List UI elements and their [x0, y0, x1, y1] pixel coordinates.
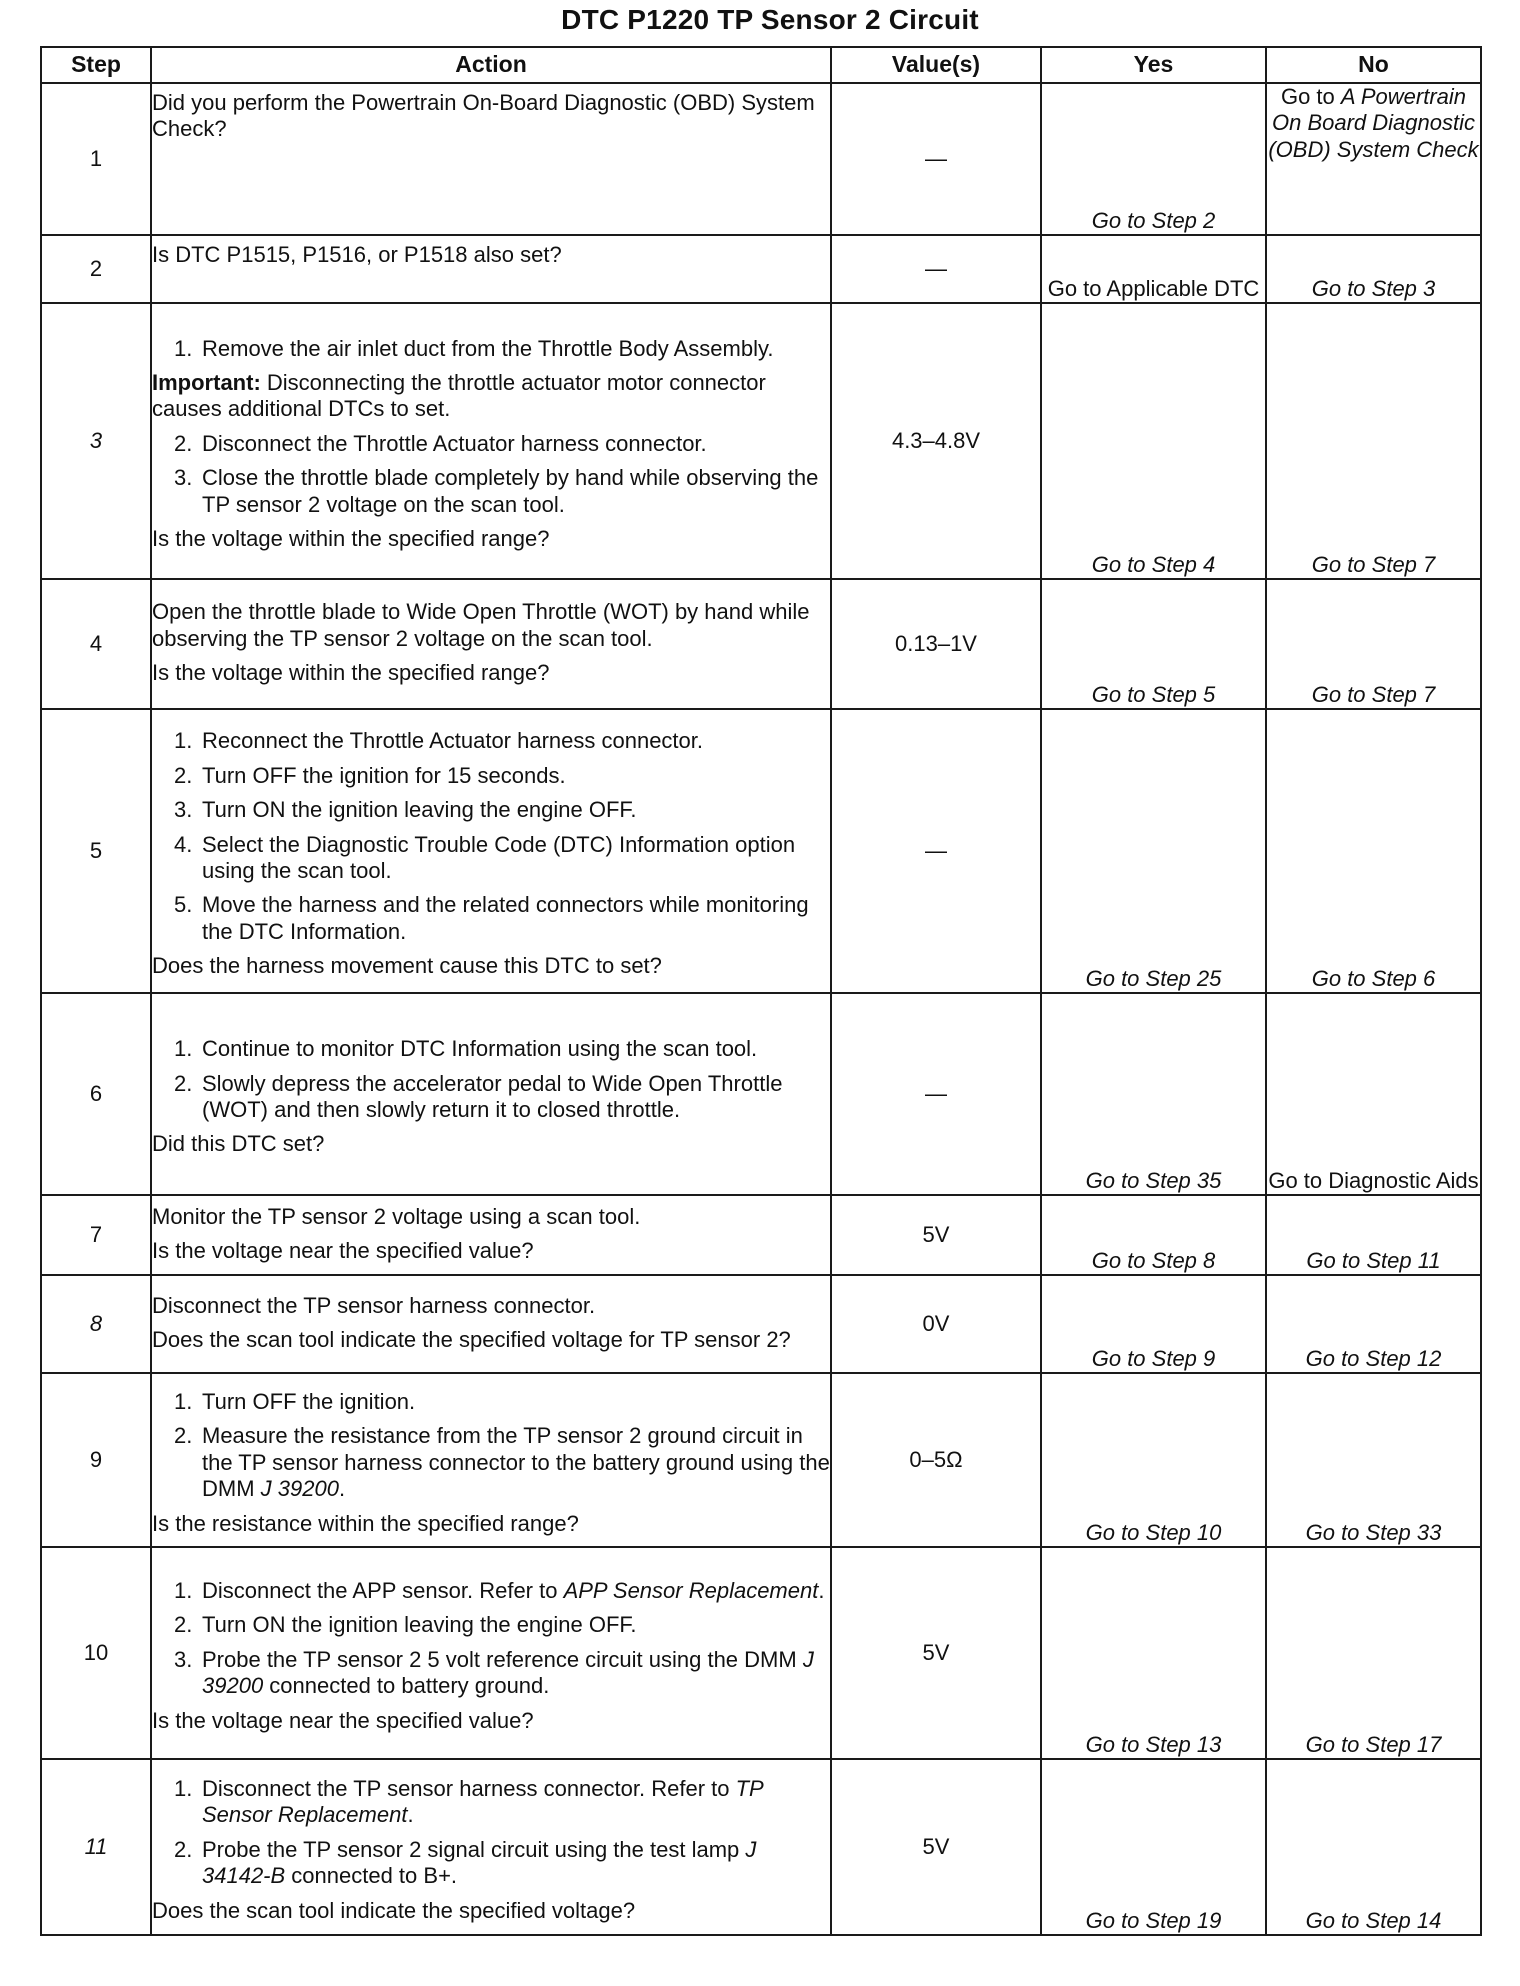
- table-row: [41, 993, 1481, 1195]
- table-row: [41, 709, 1481, 993]
- list-item: 3. Turn ON the ignition leaving the engine OFF.: [174, 797, 637, 823]
- table-row: [41, 1275, 1481, 1373]
- action-question: Is the resistance within the specified range?: [152, 1510, 579, 1536]
- header-action: Action: [151, 47, 831, 83]
- list-item: 4. Select the Diagnostic Trouble Code (DTC) Information option using the scan tool.: [174, 831, 796, 883]
- no-link[interactable]: A Powertrain On Board Diagnostic (OBD) System Check: [1268, 84, 1479, 162]
- yes-cell: [1041, 993, 1266, 1195]
- value-cell: 4.3–4.8V: [831, 303, 1041, 579]
- step-number: 5: [41, 709, 151, 993]
- yes-link[interactable]: Go to Applicable DTC: [1047, 275, 1260, 301]
- tool-reference: J 34142-B: [202, 1836, 757, 1889]
- no-cell: [1266, 709, 1481, 993]
- action-cell: [151, 1195, 831, 1275]
- list-item: 2. Probe the TP sensor 2 signal circuit using the test lamp J 34142-B connected to B+.: [174, 1836, 757, 1889]
- yes-link[interactable]: Go to Step 9: [1091, 1345, 1216, 1371]
- yes-link[interactable]: Go to Step 19: [1085, 1907, 1222, 1933]
- list-item: 2. Slowly depress the accelerator pedal to Wide Open Throttle (WOT) and then slowly return it to closed throttle.: [174, 1070, 783, 1122]
- yes-link[interactable]: Go to Step 4: [1091, 551, 1216, 577]
- value-cell: 5V: [831, 1547, 1041, 1759]
- action-cell: [151, 993, 831, 1195]
- value-cell: 5V: [831, 1759, 1041, 1935]
- no-cell: [1266, 303, 1481, 579]
- action-cell: [151, 303, 831, 579]
- no-link[interactable]: Go to Step 12: [1305, 1345, 1442, 1371]
- list-item: 1. Reconnect the Throttle Actuator harness connector.: [174, 728, 704, 754]
- table-row: [41, 579, 1481, 709]
- no-cell: [1266, 579, 1481, 709]
- diagnostic-table: [40, 46, 1482, 1936]
- no-cell: [1266, 1547, 1481, 1759]
- table-row: [41, 1759, 1481, 1935]
- no-link-prefix: Go to: [1280, 84, 1335, 109]
- step-number: 9: [41, 1373, 151, 1547]
- yes-link[interactable]: Go to Step 2: [1091, 207, 1216, 233]
- no-link[interactable]: Go to Diagnostic Aids: [1268, 1167, 1479, 1193]
- action-question: Does the scan tool indicate the specified voltage for TP sensor 2?: [152, 1327, 791, 1352]
- step-number: 11: [41, 1759, 151, 1935]
- action-cell: [151, 83, 831, 235]
- list-item: 1. Continue to monitor DTC Information using the scan tool.: [174, 1036, 758, 1062]
- step-number: 10: [41, 1547, 151, 1759]
- header-values: Value(s): [831, 47, 1041, 83]
- action-text: Monitor the TP sensor 2 voltage using a scan tool.: [152, 1203, 641, 1229]
- table-row: [41, 1547, 1481, 1759]
- list-item: 1. Turn OFF the ignition.: [174, 1389, 416, 1415]
- yes-cell: [1041, 1547, 1266, 1759]
- tool-reference: J 39200: [260, 1476, 339, 1502]
- no-link[interactable]: Go to Step 14: [1305, 1907, 1442, 1933]
- list-item: 1. Disconnect the APP sensor. Refer to APP Sensor Replacement.: [174, 1578, 825, 1604]
- action-cell: [151, 1759, 831, 1935]
- step-number: 7: [41, 1195, 151, 1275]
- value-cell: —: [831, 709, 1041, 993]
- step-number: 8: [41, 1275, 151, 1373]
- yes-cell: [1041, 83, 1266, 235]
- step-number: 4: [41, 579, 151, 709]
- no-cell: [1266, 83, 1481, 235]
- yes-link[interactable]: Go to Step 13: [1085, 1731, 1222, 1757]
- yes-cell: [1041, 579, 1266, 709]
- yes-link[interactable]: Go to Step 10: [1085, 1519, 1222, 1545]
- yes-link[interactable]: Go to Step 5: [1091, 681, 1216, 707]
- value-cell: 0V: [831, 1275, 1041, 1373]
- no-cell: [1266, 1195, 1481, 1275]
- table-row: [41, 303, 1481, 579]
- step-number: 3: [41, 303, 151, 579]
- yes-cell: [1041, 709, 1266, 993]
- yes-link[interactable]: Go to Step 25: [1085, 965, 1222, 991]
- yes-cell: [1041, 1759, 1266, 1935]
- no-cell: [1266, 235, 1481, 303]
- list-item: 2. Measure the resistance from the TP sensor 2 ground circuit in the TP sensor harness connector to the battery ground using the DMM J 39200.: [174, 1423, 830, 1502]
- action-question: Is the voltage near the specified value?: [152, 1238, 534, 1263]
- action-text: Disconnect the TP sensor harness connector.: [152, 1292, 596, 1318]
- list-item: 1. Disconnect the TP sensor harness connector. Refer to TP Sensor Replacement.: [174, 1776, 763, 1828]
- yes-link[interactable]: Go to Step 8: [1091, 1247, 1216, 1273]
- step-number: 1: [41, 83, 151, 235]
- action-cell: [151, 709, 831, 993]
- yes-cell: [1041, 1275, 1266, 1373]
- list-item: 2. Disconnect the Throttle Actuator harness connector.: [174, 430, 707, 456]
- list-item: 3. Probe the TP sensor 2 5 volt reference circuit using the DMM J 39200 connected to battery ground.: [174, 1646, 814, 1699]
- list-item: 2. Turn OFF the ignition for 15 seconds.: [174, 762, 566, 788]
- action-cell: [151, 1275, 831, 1373]
- action-text: Is DTC P1515, P1516, or P1518 also set?: [152, 242, 562, 267]
- value-cell: 0–5Ω: [831, 1373, 1041, 1547]
- no-link[interactable]: Go to Step 11: [1306, 1247, 1441, 1273]
- no-link[interactable]: Go to Step 33: [1305, 1519, 1442, 1545]
- no-cell: [1266, 1759, 1481, 1935]
- no-cell: [1266, 1275, 1481, 1373]
- yes-link[interactable]: Go to Step 35: [1085, 1167, 1222, 1193]
- no-link[interactable]: Go to Step 7: [1311, 551, 1436, 577]
- header-yes: Yes: [1041, 47, 1266, 83]
- action-cell: [151, 579, 831, 709]
- value-cell: 0.13–1V: [831, 579, 1041, 709]
- action-question: Did this DTC set?: [152, 1131, 325, 1157]
- list-item: 2. Turn ON the ignition leaving the engine OFF.: [174, 1612, 637, 1638]
- header-step: Step: [41, 47, 151, 83]
- tool-reference: J 39200: [202, 1646, 814, 1699]
- value-cell: —: [831, 235, 1041, 303]
- action-question: Is the voltage within the specified range?: [152, 660, 550, 686]
- action-question: Does the scan tool indicate the specified voltage?: [152, 1897, 636, 1923]
- yes-cell: [1041, 303, 1266, 579]
- action-question: Does the harness movement cause this DTC to set?: [152, 953, 662, 979]
- header-no: No: [1266, 47, 1481, 83]
- important-note: Important: Disconnecting the throttle actuator motor connector causes additional DTCs to set.: [152, 370, 766, 422]
- step-number: 2: [41, 235, 151, 303]
- action-cell: [151, 1547, 831, 1759]
- step-number: 6: [41, 993, 151, 1195]
- no-link[interactable]: Go to Step 17: [1305, 1731, 1442, 1757]
- value-cell: —: [831, 993, 1041, 1195]
- yes-cell: [1041, 1195, 1266, 1275]
- value-cell: 5V: [831, 1195, 1041, 1275]
- action-cell: [151, 235, 831, 303]
- list-item: 1. Remove the air inlet duct from the Throttle Body Assembly.: [174, 335, 774, 361]
- action-text: Did you perform the Powertrain On-Board Diagnostic (OBD) System Check?: [152, 90, 815, 142]
- no-cell: [1266, 993, 1481, 1195]
- table-row: [41, 1195, 1481, 1275]
- no-link[interactable]: Go to Step 3: [1311, 275, 1436, 301]
- procedure-reference[interactable]: TP Sensor Replacement: [202, 1776, 763, 1828]
- action-cell: [151, 1373, 831, 1547]
- no-link[interactable]: Go to Step 7: [1311, 681, 1436, 707]
- table-row: [41, 235, 1481, 303]
- page-title: DTC P1220 TP Sensor 2 Circuit: [561, 4, 979, 35]
- table-row: [41, 1373, 1481, 1547]
- table-row: [41, 83, 1481, 235]
- action-question: Is the voltage near the specified value?: [152, 1707, 534, 1733]
- action-text: Open the throttle blade to Wide Open Throttle (WOT) by hand while observing the TP sensor 2 voltage on the scan tool.: [152, 599, 810, 651]
- no-cell: [1266, 1373, 1481, 1547]
- yes-cell: [1041, 235, 1266, 303]
- action-question: Is the voltage within the specified range?: [152, 525, 550, 551]
- yes-cell: [1041, 1373, 1266, 1547]
- table-header-row: [41, 47, 1481, 83]
- value-cell: —: [831, 83, 1041, 235]
- procedure-reference[interactable]: APP Sensor Replacement: [563, 1578, 819, 1604]
- no-link[interactable]: Go to Step 6: [1311, 965, 1436, 991]
- list-item: 3. Close the throttle blade completely by hand while observing the TP sensor 2 voltage on the scan tool.: [174, 465, 819, 517]
- list-item: 5. Move the harness and the related connectors while monitoring the DTC Information.: [174, 892, 809, 944]
